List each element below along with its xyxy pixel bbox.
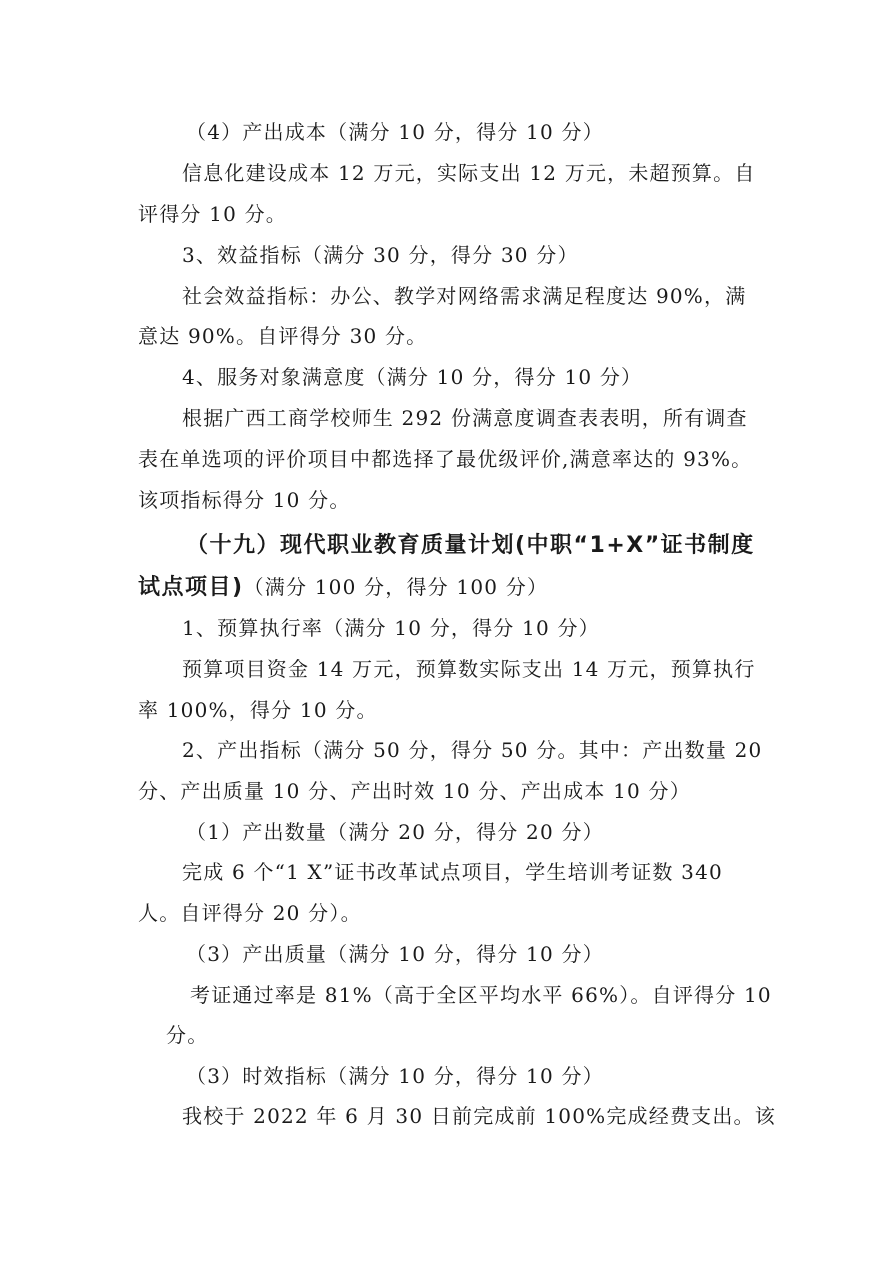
subsection-satisfaction: 4、服务对象满意度（满分 10 分，得分 10 分） [182,365,643,389]
paragraph-line: 率 100%，得分 10 分。 [138,698,378,722]
subsection-output-cost: （4）产出成本（满分 10 分，得分 10 分） [186,120,604,144]
paragraph-line: 该项指标得分 10 分。 [138,488,351,512]
paragraph-line: 评得分 10 分。 [138,202,287,226]
paragraph-line: 意达 90%。自评得分 30 分。 [138,324,428,348]
paragraph-line: 人。自评得分 20 分）。 [138,901,362,925]
paragraph-line: 分。 [166,1023,209,1047]
section-heading-bold: 试点项目) [138,575,244,600]
paragraph-line: 社会效益指标：办公、教学对网络需求满足程度达 90%，满 [182,284,747,308]
subsection-budget-rate: 1、预算执行率（满分 10 分，得分 10 分） [182,616,600,640]
paragraph-line: 考证通过率是 81%（高于全区平均水平 66%）。自评得分 10 [190,983,772,1007]
subsection-output-quantity: （1）产出数量（满分 20 分，得分 20 分） [186,820,604,844]
paragraph-line: 根据广西工商学校师生 292 份满意度调查表表明，所有调查 [182,406,748,430]
subsection-benefit-indicators: 3、效益指标（满分 30 分，得分 30 分） [182,243,579,267]
paragraph-line: 我校于 2022 年 6 月 30 日前完成前 100%完成经费支出。该 [182,1104,776,1128]
paragraph-line: 完成 6 个“1 X”证书改革试点项目，学生培训考证数 340 [182,860,723,884]
paragraph-line: 预算项目资金 14 万元，预算数实际支出 14 万元，预算执行 [182,657,756,681]
section-heading-line2 [138,574,548,601]
subsection-output-quality: （3）产出质量（满分 10 分，得分 10 分） [186,942,604,966]
paragraph-line: 分、产出质量 10 分、产出时效 10 分、产出成本 10 分） [138,779,691,803]
paragraph-line: 信息化建设成本 12 万元，实际支出 12 万元，未超预算。自 [182,161,756,185]
section-heading-score: （满分 100 分，得分 100 分） [243,575,549,599]
subsection-timeliness: （3）时效指标（满分 10 分，得分 10 分） [186,1064,604,1088]
section-heading: （十九）现代职业教育质量计划(中职“1+X”证书制度 [186,533,755,558]
paragraph-line: 表在单选项的评价项目中都选择了最优级评价,满意率达的 93%。 [138,447,753,471]
subsection-output-indicators: 2、产出指标（满分 50 分，得分 50 分。其中：产出数量 20 [182,738,763,762]
